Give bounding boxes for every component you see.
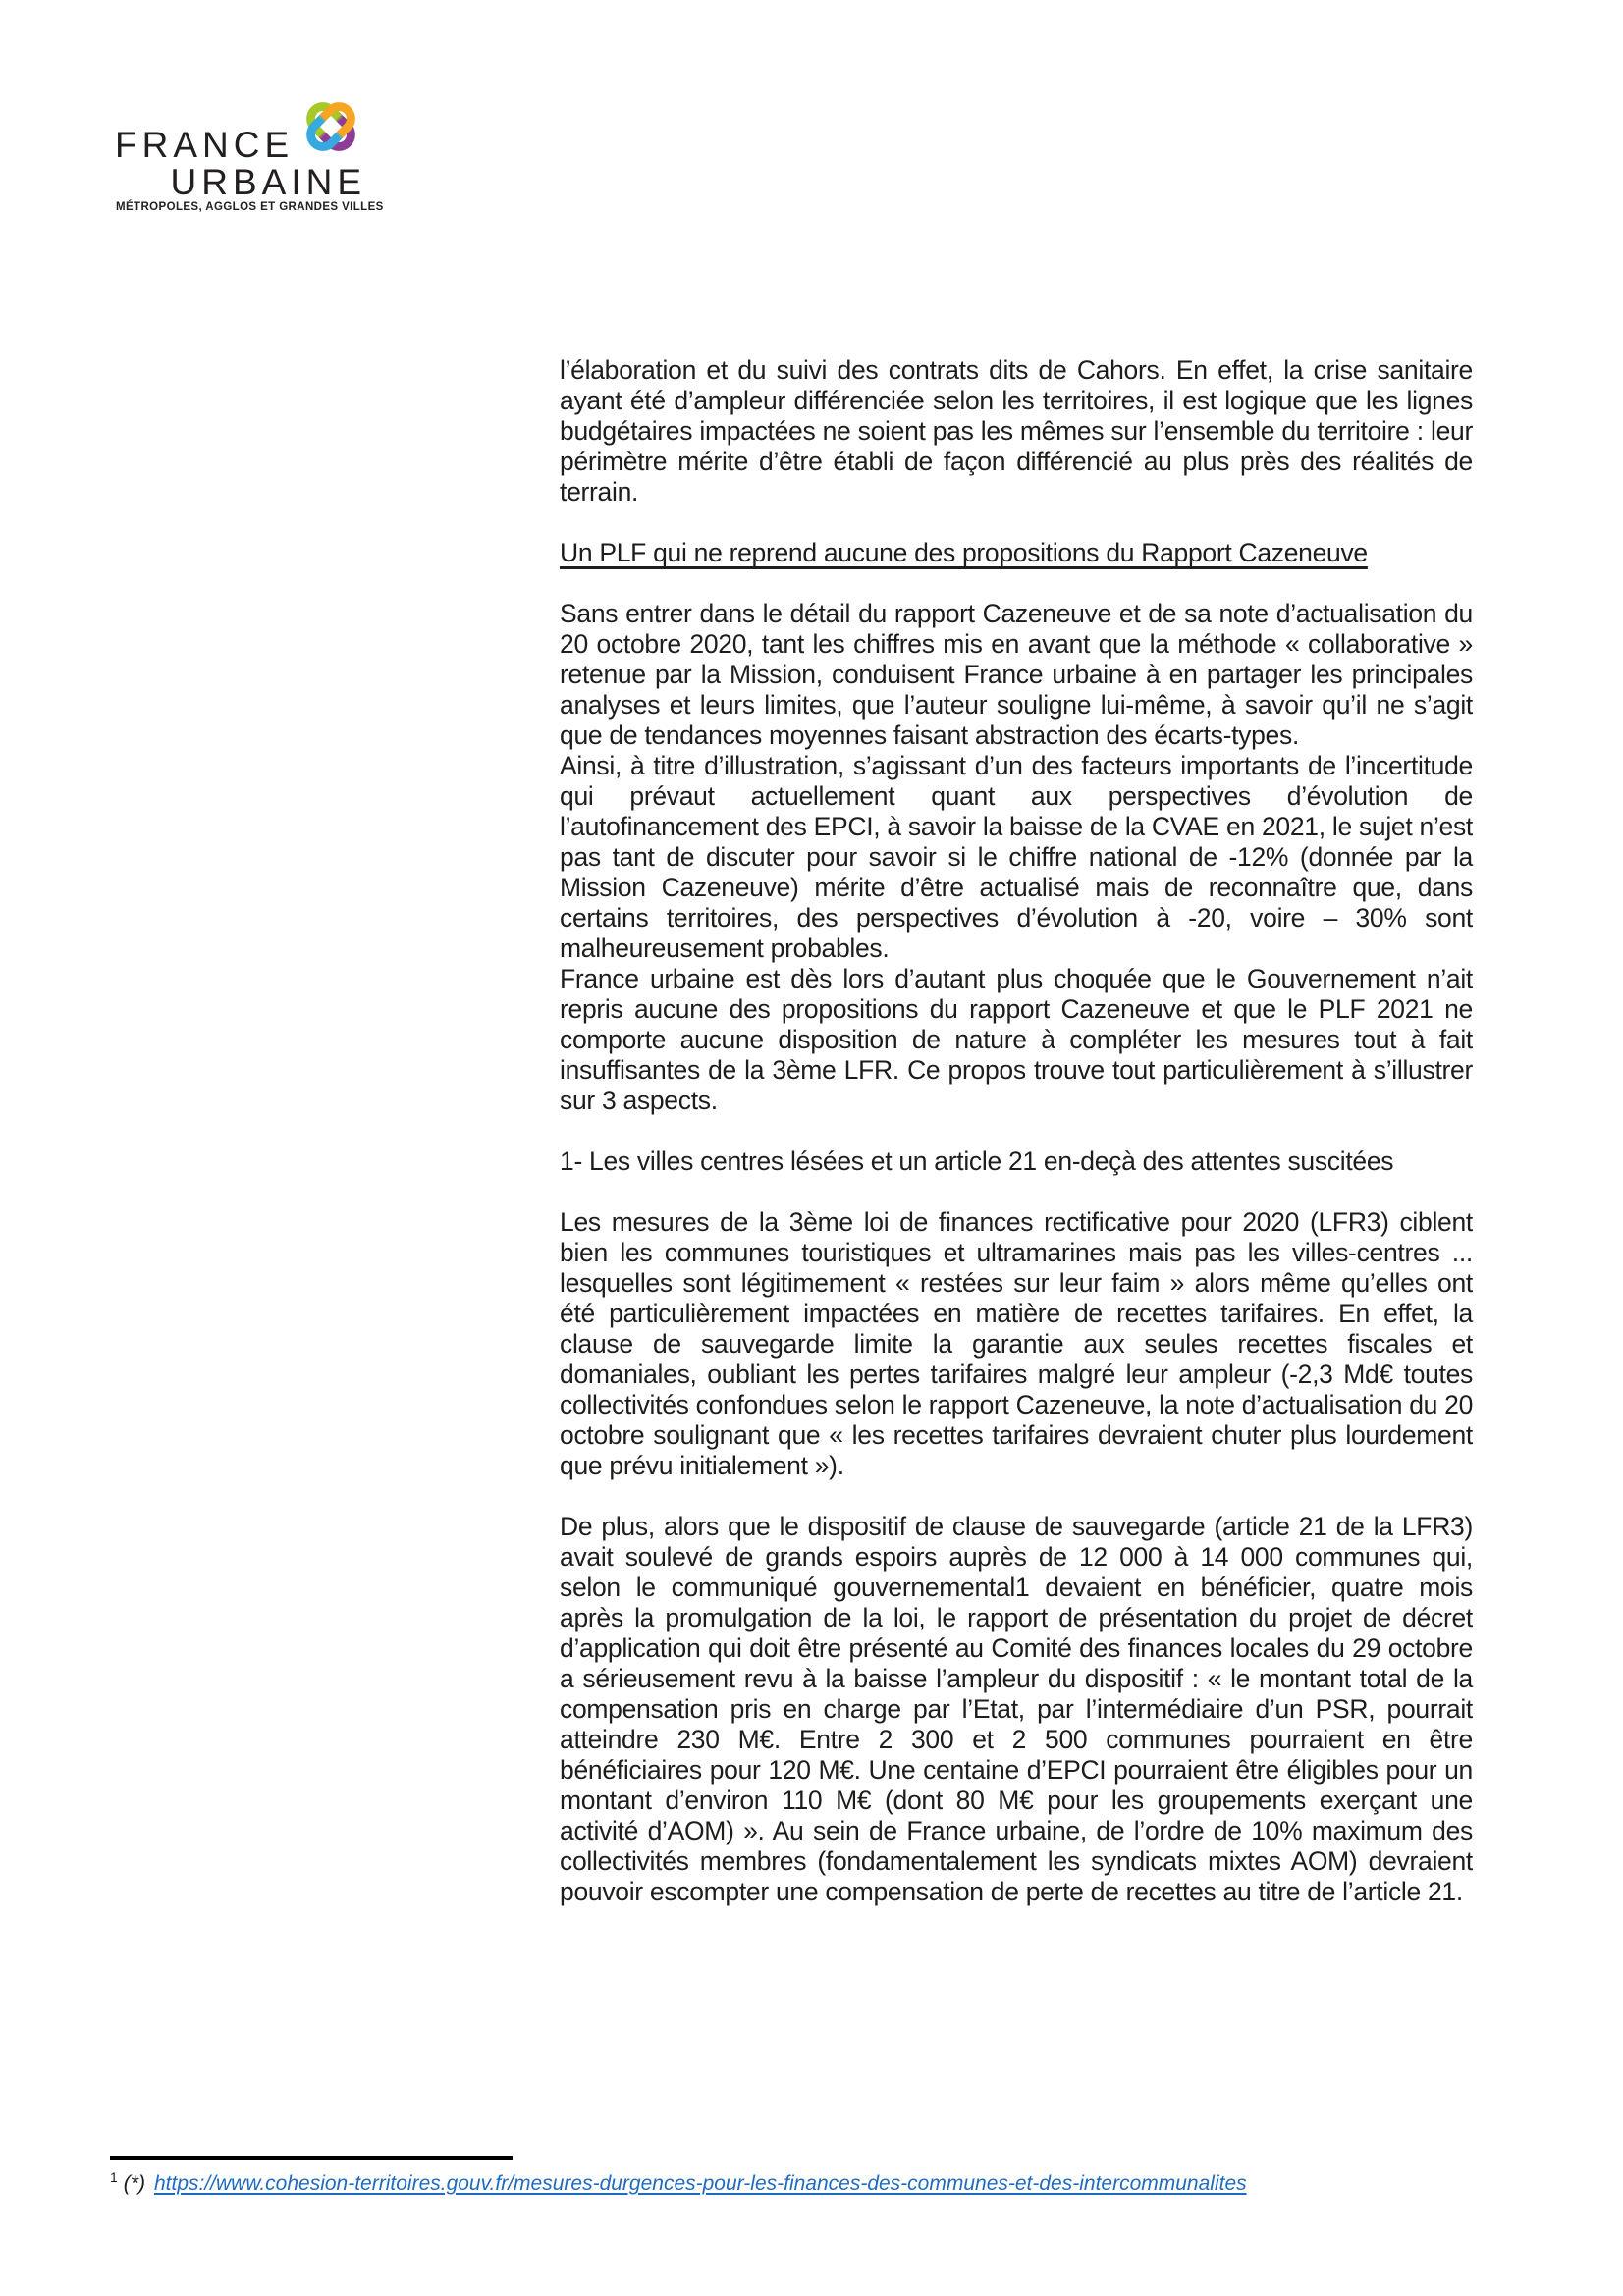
logo-wordmark-france: FRANCE <box>115 125 295 165</box>
paragraph-ainsi: Ainsi, à titre d’illustration, s’agissant d’un des facteurs importants de l’incertitude qui prévaut actuellement quant aux perspectives d’évolution de l’autofinancement des EPCI, à savoir la baisse de la CVAE en 2021, le sujet n’est pas tant de discuter pour savoir si le chiffre national de -12% (donnée par la Mission Cazeneuve) mérite d’être actualisé mais de reconnaître que, dans certains territoires, des perspectives d’évolution à -20, voire – 30% sont malheureusement probables. <box>560 751 1473 963</box>
footnote-separator-rule <box>110 2156 513 2160</box>
paragraph-sans-entrer: Sans entrer dans le détail du rapport Cazeneuve et de sa note d’actualisation du 20 octobre 2020, tant les chiffres mis en avant que la méthode « collaborative » retenue par la Mission, conduisent France urbaine à en partager les principales analyses et leurs limites, que l’auteur souligne lui-même, à savoir qu’il ne s’agit que de tendances moyennes faisant abstraction des écarts-types. <box>560 599 1473 750</box>
paragraph-de-plus: De plus, alors que le dispositif de clause de sauvegarde (article 21 de la LFR3) avait soulevé de grands espoirs auprès de 12 000 à 14 000 communes qui, selon le communiqué gouvernemental1 devaient en bénéficier, quatre mois après la promulgation de la loi, le rapport de présentation du projet de décret d’application qui doit être présenté au Comité des finances locales du 29 octobre a sérieusement revu à la baisse l’ampleur du dispositif : « le montant total de la compensation pris en charge par l’Etat, par l’intermédiaire d’un PSR, pourrait atteindre 230 M€. Entre 2 300 et 2 500 communes pourraient en être bénéficiaires pour 120 M€. Une centaine d’EPCI pourraient être éligibles pour un montant d’environ 110 M€ (dont 80 M€ pour les groupements exerçant une activité d’AOM) ». Au sein de France urbaine, de l’ordre de 10% maximum des collectivités membres (fondamentalement les syndicats mixtes AOM) devraient pouvoir escompter une compensation de perte de recettes au titre de l’article 21. <box>560 1512 1473 1906</box>
paragraph-mesures-lfr3: Les mesures de la 3ème loi de finances rectificative pour 2020 (LFR3) ciblent bien les communes touristiques et ultramarines mais pas les villes-centres ... lesquelles sont légitimement « restées sur leur faim » alors même qu’elles ont été particulièrement impactées en matière de recettes tarifaires. En effet, la clause de sauvegarde limite la garantie aux seules recettes fiscales et domaniales, oubliant les pertes tarifaires malgré leur ampleur (-2,3 Md€ toutes collectivités confondues selon le rapport Cazeneuve, la note d’actualisation du 20 octobre soulignant que « les recettes tarifaires devraient chuter plus lourdement que prévu initialement »). <box>560 1207 1474 1480</box>
france-urbaine-logo <box>115 93 384 219</box>
footnote <box>110 2156 1488 2198</box>
document-body <box>560 355 1473 1907</box>
logo-wordmark-urbaine: URBAINE <box>170 162 366 202</box>
france-urbaine-knot-icon <box>298 93 364 160</box>
logo-tagline: MÉTROPOLES, AGGLOS ET GRANDES VILLES <box>116 201 384 213</box>
footnote-link[interactable]: https://www.cohesion-territoires.gouv.fr/mesures-durgences-pour-les-finances-des-communes-et-des-intercommunalites <box>153 2172 1247 2195</box>
paragraph-intro: l’élaboration et du suivi des contrats dits de Cahors. En effet, la crise sanitaire ayant été d’ampleur différenciée selon les territoires, il est logique que les lignes budgétaires impactées ne soient pas les mêmes sur l’ensemble du territoire : leur périmètre mérite d’être établi de façon différencié au plus près des réalités de terrain. <box>560 355 1473 507</box>
footnote-line <box>110 2168 1488 2198</box>
heading-villes-centres: 1- Les villes centres lésées et un article 21 en-deçà des attentes suscitées <box>560 1147 1394 1176</box>
paragraph-france-urbaine: France urbaine est dès lors d’autant plus choquée que le Gouvernement n’ait repris aucune des propositions du rapport Cazeneuve et que le PLF 2021 ne comporte aucune disposition de nature à compléter les mesures tout à fait insuffisantes de la 3ème LFR. Ce propos trouve tout particulièrement à s’illustrer sur 3 aspects. <box>560 964 1473 1115</box>
heading-plf-rapport-cazeneuve: Un PLF qui ne reprend aucune des propositions du Rapport Cazeneuve <box>560 538 1368 567</box>
footnote-marker: 1 <box>110 2169 118 2185</box>
footnote-prefix: (*) <box>123 2172 145 2195</box>
